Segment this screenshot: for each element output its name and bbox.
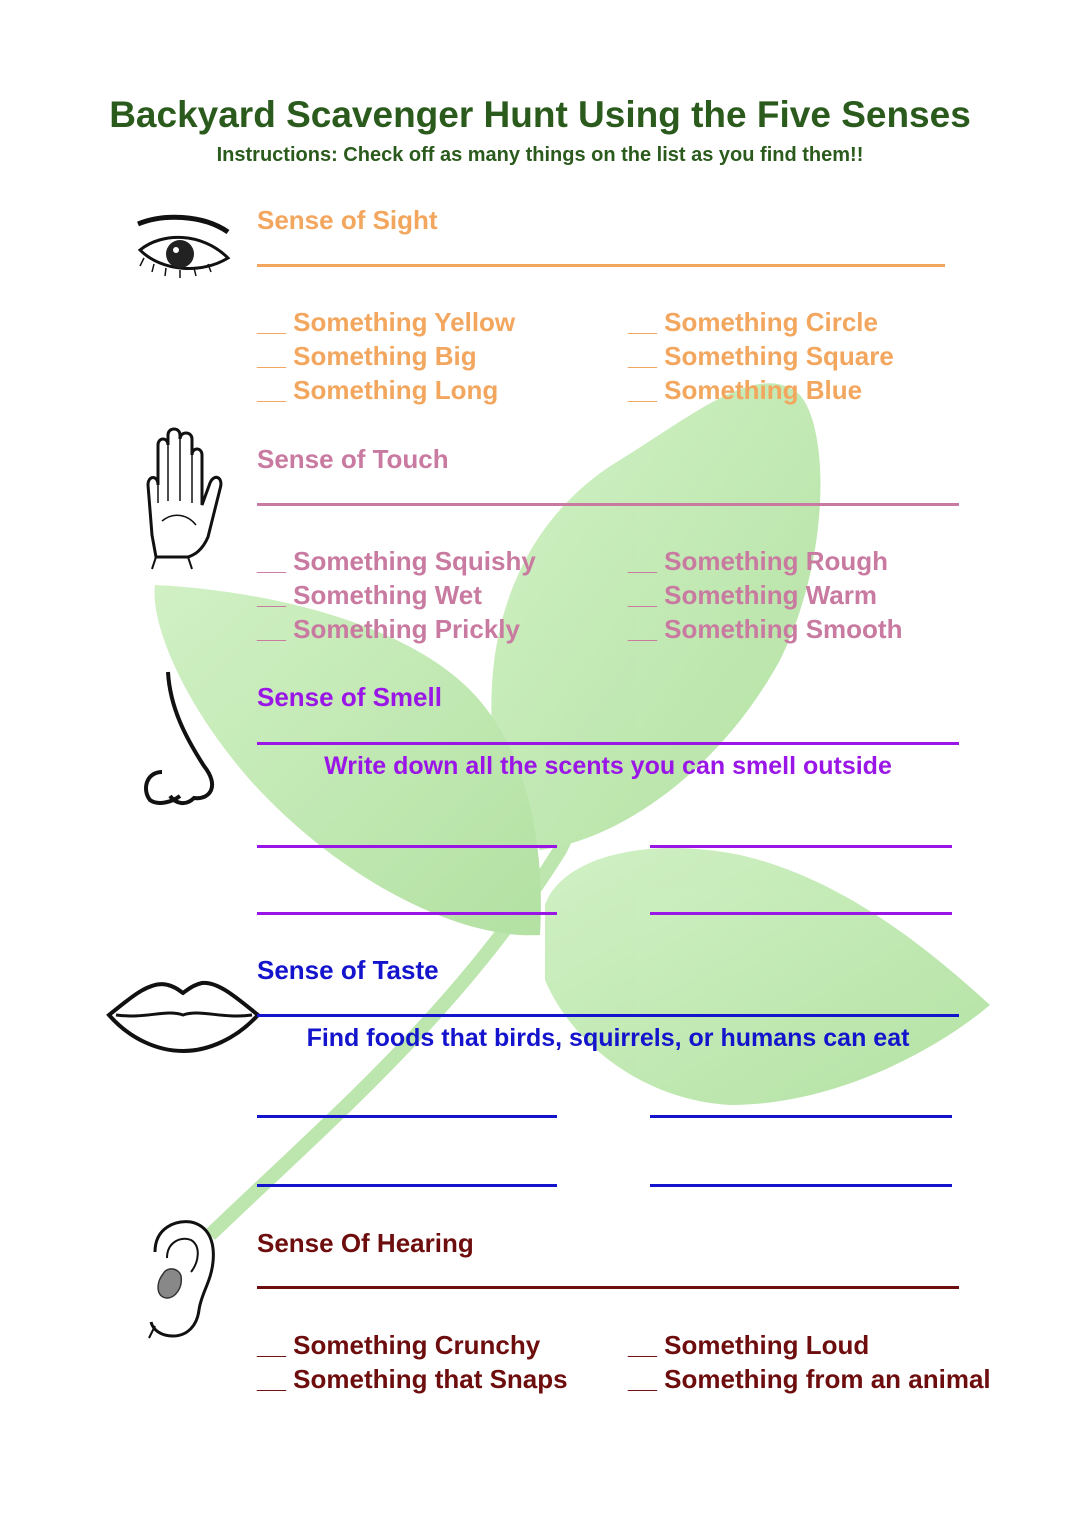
touch-write-line[interactable] [257, 503, 959, 506]
sight-items-left [257, 305, 515, 407]
touch-heading: Sense of Touch [257, 444, 449, 474]
eye-icon [132, 210, 232, 290]
taste-write-line[interactable] [257, 1014, 959, 1017]
taste-heading: Sense of Taste [257, 955, 439, 985]
hearing-items-right [628, 1328, 991, 1396]
smell-answer-line[interactable] [650, 845, 952, 848]
instructions-text: Instructions: Check off as many things on the list as you find them!! [216, 144, 864, 166]
touch-item[interactable]: __ Something Rough [628, 546, 888, 576]
smell-answer-line[interactable] [257, 845, 557, 848]
touch-item[interactable]: __ Something Wet [257, 580, 482, 610]
taste-answer-line[interactable] [257, 1115, 557, 1118]
hand-icon [138, 425, 223, 570]
hearing-item[interactable]: __ Something Crunchy [257, 1330, 541, 1360]
hearing-items-left [257, 1328, 568, 1396]
sight-item[interactable]: __ Something Blue [628, 375, 863, 405]
hearing-item[interactable]: __ Something that Snaps [257, 1364, 568, 1394]
sight-items-right [628, 305, 894, 407]
taste-answer-line[interactable] [650, 1115, 952, 1118]
touch-item[interactable]: __ Something Prickly [257, 614, 520, 644]
hearing-item[interactable]: __ Something from an animal [628, 1364, 991, 1394]
touch-items-right [628, 544, 902, 646]
sight-item[interactable]: __ Something Long [257, 375, 499, 405]
smell-answer-line[interactable] [257, 912, 557, 915]
sight-write-line[interactable] [257, 264, 945, 267]
sight-item[interactable]: __ Something Yellow [257, 307, 516, 337]
taste-prompt: Find foods that birds, squirrels, or humans can eat [306, 1024, 910, 1052]
ear-icon [145, 1218, 217, 1340]
sight-item[interactable]: __ Something Big [257, 341, 477, 371]
smell-answer-line[interactable] [650, 912, 952, 915]
sight-item[interactable]: __ Something Square [628, 341, 894, 371]
hearing-write-line[interactable] [257, 1286, 959, 1289]
sight-item[interactable]: __ Something Circle [628, 307, 878, 337]
smell-prompt: Write down all the scents you can smell outside [324, 752, 892, 780]
touch-items-left [257, 544, 536, 646]
taste-answer-line[interactable] [650, 1184, 952, 1187]
touch-item[interactable]: __ Something Squishy [257, 546, 536, 576]
lips-icon [106, 975, 261, 1055]
touch-item[interactable]: __ Something Warm [628, 580, 877, 610]
smell-heading: Sense of Smell [257, 682, 442, 712]
nose-icon [138, 668, 223, 813]
sight-heading: Sense of Sight [257, 205, 438, 235]
taste-answer-line[interactable] [257, 1184, 557, 1187]
hearing-heading: Sense Of Hearing [257, 1228, 474, 1258]
hearing-item[interactable]: __ Something Loud [628, 1330, 870, 1360]
smell-write-line[interactable] [257, 742, 959, 745]
touch-item[interactable]: __ Something Smooth [628, 614, 903, 644]
page-title: Backyard Scavenger Hunt Using the Five Senses [109, 94, 971, 135]
